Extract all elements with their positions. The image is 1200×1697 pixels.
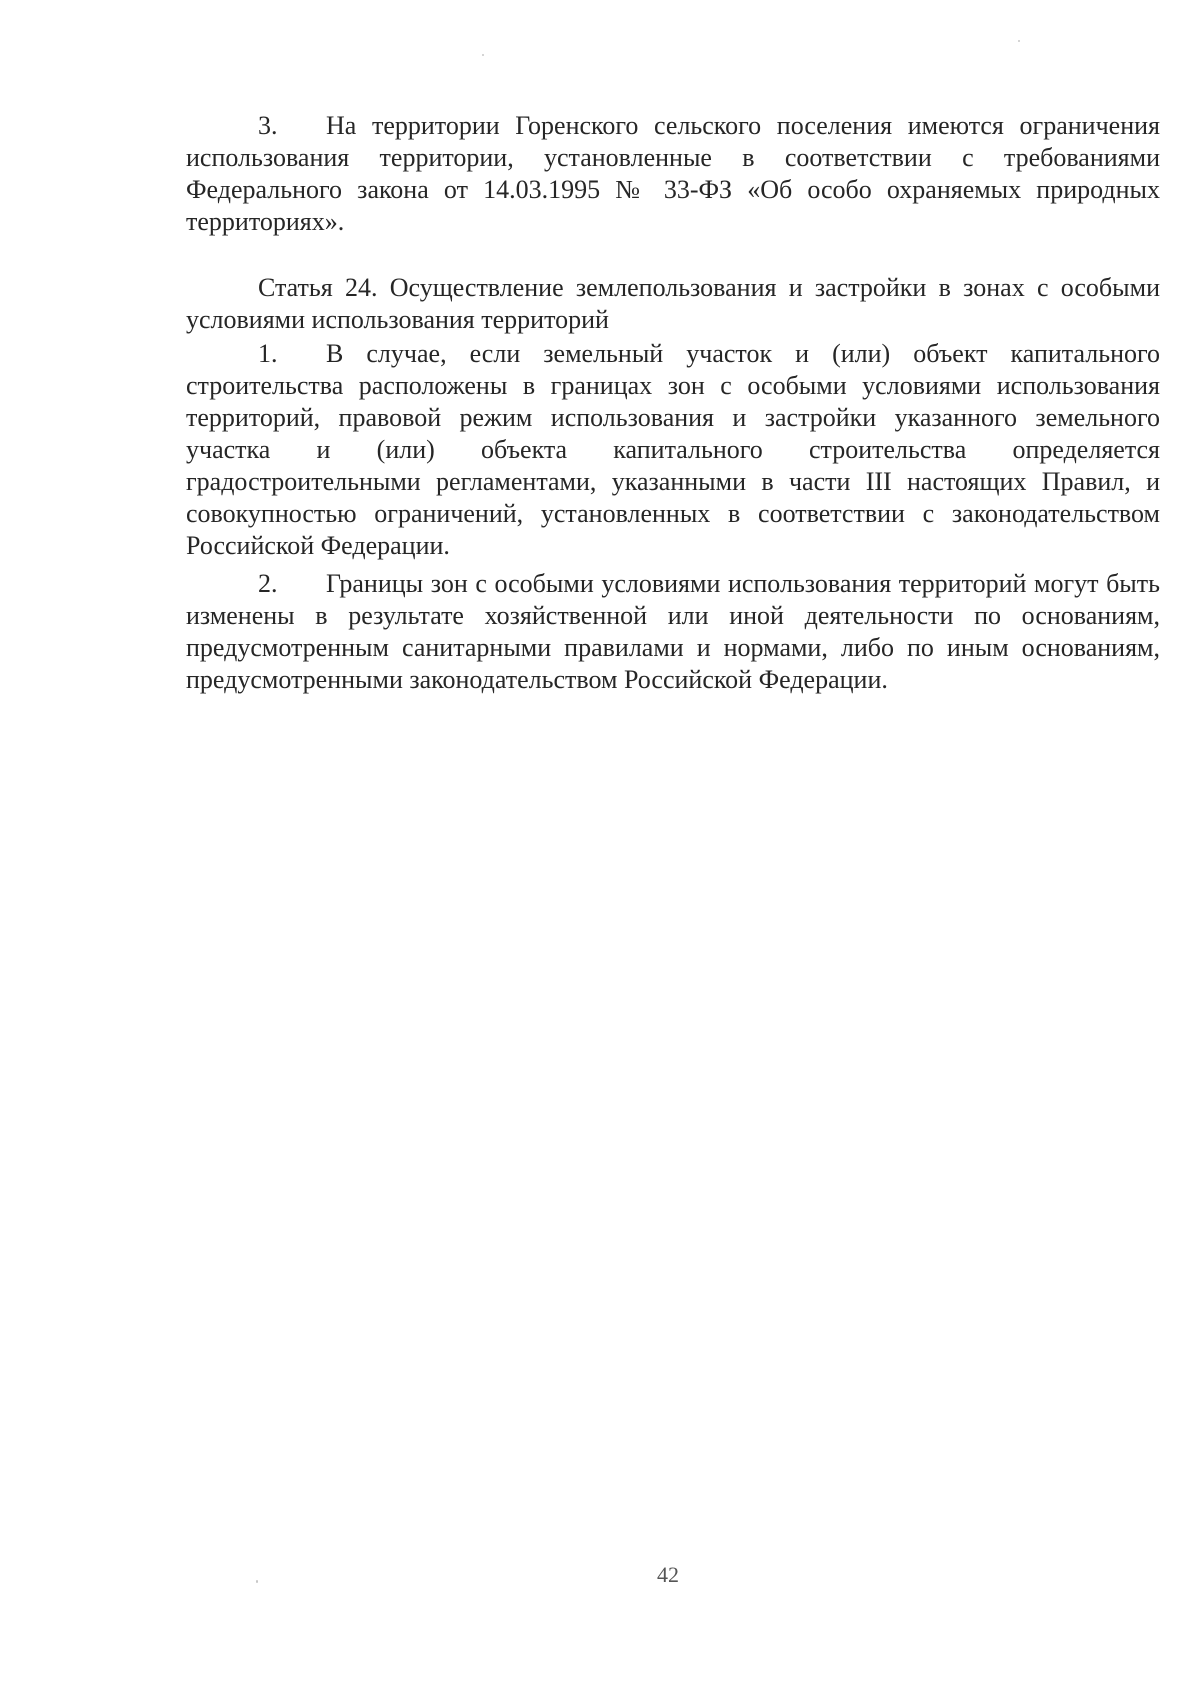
paragraph-3	[186, 110, 1160, 238]
item-number: 1.	[258, 339, 278, 368]
paragraph-text: На территории Горенского сельского поселения имеются ограничения использования территории, установленные в соответствии с требованиями Федерального закона от 14.03.1995 № 33-ФЗ «Об особо охраняемых природных территориях».	[186, 111, 1160, 236]
article-24-item-2	[186, 568, 1160, 696]
page-number: 42	[657, 1562, 679, 1587]
scan-speck	[482, 54, 484, 56]
article-heading: Статья 24. Осуществление землепользования и застройки в зонах с особыми условиями использования территорий	[186, 273, 1160, 334]
article-24-item-1	[186, 338, 1160, 562]
scan-speck	[1018, 40, 1020, 42]
item-text: В случае, если земельный участок и (или) объект капитального строительства расположены в границах зон с особыми условиями использования территорий, правовой режим использования и застройки указанного земельного участка и (или) объекта капитального строительства определяется градостроительными регламентами, указанными в части III настоящих Правил, и совокупностью ограничений, установленных в соответствии с законодательством Российской Федерации.	[186, 339, 1160, 560]
item-text: Границы зон с особыми условиями использования территорий могут быть изменены в результате хозяйственной или иной деятельности по основаниям, предусмотренным санитарными правилами и нормами, либо по иным основаниям, предусмотренными законодательством Российской Федерации.	[186, 569, 1160, 694]
paragraph-number: 3.	[258, 111, 278, 140]
item-number: 2.	[258, 569, 278, 598]
